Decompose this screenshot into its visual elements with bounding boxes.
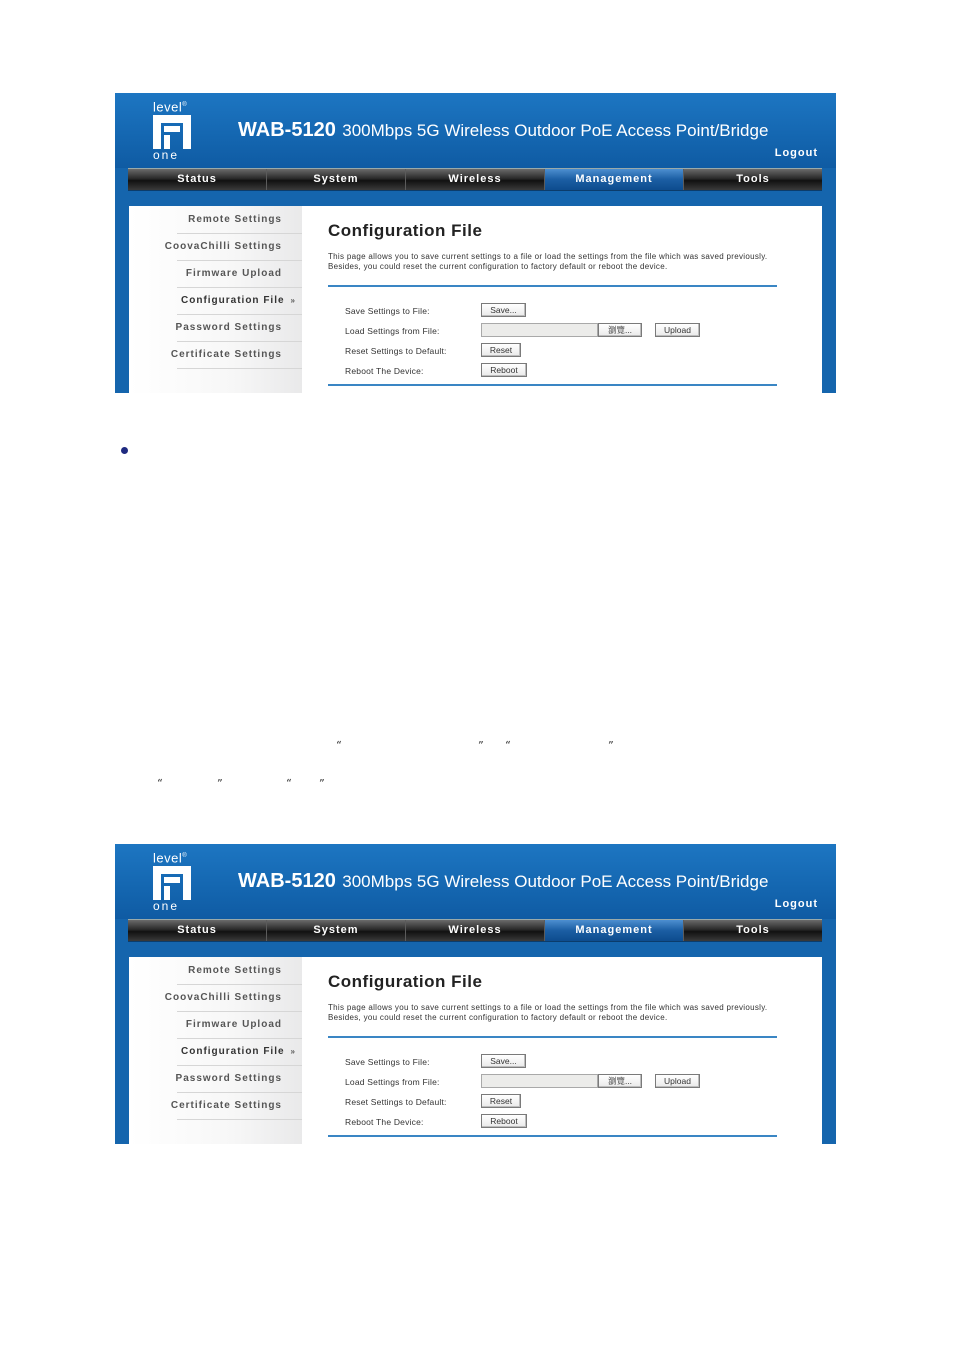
quote-mark: ” — [608, 739, 614, 752]
page-title: Configuration File — [328, 972, 483, 991]
app-header — [115, 93, 836, 168]
app-header — [115, 844, 836, 919]
nav-status[interactable]: Status — [128, 920, 267, 941]
browse-button[interactable]: 瀏覽... — [598, 1074, 642, 1088]
nav-management[interactable]: Management — [545, 169, 684, 190]
reboot-button[interactable]: Reboot — [481, 1114, 527, 1128]
quote-mark: “ — [505, 739, 511, 752]
product-title: WAB-5120 300Mbps 5G Wireless Outdoor PoE Access Point/Bridge — [238, 870, 769, 892]
quote-mark: ” — [217, 777, 223, 790]
reset-button[interactable]: Reset — [481, 1094, 521, 1108]
product-title: WAB-5120 300Mbps 5G Wireless Outdoor PoE Access Point/Bridge — [238, 119, 769, 141]
reboot-device-label: Reboot The Device: — [345, 366, 424, 376]
sidebar-item-remote-settings[interactable]: Remote Settings — [188, 214, 282, 225]
levelone-logo: level® one — [151, 850, 195, 912]
quote-mark: “ — [286, 777, 292, 790]
save-button[interactable]: Save... — [481, 303, 526, 317]
active-arrow-icon: » — [290, 1047, 296, 1056]
page-description: This page allows you to save current settings to a file or load the settings from the file which was saved previously. Besides, you could reset the current configuration to factory default or reboot the device. — [328, 1003, 768, 1022]
nav-status[interactable]: Status — [128, 169, 267, 190]
nav-wireless[interactable]: Wireless — [406, 920, 545, 941]
content-area — [129, 957, 822, 1144]
reset-settings-label: Reset Settings to Default: — [345, 1097, 447, 1107]
nav-system[interactable]: System — [267, 920, 406, 941]
sidebar — [129, 957, 302, 1144]
divider — [328, 1036, 777, 1038]
divider — [328, 285, 777, 287]
levelone-logo: level® one — [151, 99, 195, 161]
nav-management[interactable]: Management — [545, 920, 684, 941]
nav-wireless[interactable]: Wireless — [406, 169, 545, 190]
save-button[interactable]: Save... — [481, 1054, 526, 1068]
divider — [328, 384, 777, 386]
sidebar-item-certificate-settings[interactable]: Certificate Settings — [170, 349, 282, 360]
reset-button[interactable]: Reset — [481, 343, 521, 357]
page-description: This page allows you to save current settings to a file or load the settings from the file which was saved previously. Besides, you could reset the current configuration to factory default or reboot the device. — [328, 252, 768, 271]
content-area — [129, 206, 822, 393]
sidebar-item-password-settings[interactable]: Password Settings — [175, 1073, 282, 1084]
quote-mark: “ — [336, 739, 342, 752]
sidebar-item-certificate-settings[interactable]: Certificate Settings — [170, 1100, 282, 1111]
sidebar-item-firmware-upload[interactable]: Firmware Upload — [185, 1019, 282, 1030]
nav-tools[interactable]: Tools — [736, 924, 770, 936]
upload-button[interactable]: Upload — [655, 1074, 700, 1088]
sidebar-item-password-settings[interactable]: Password Settings — [175, 322, 282, 333]
browse-button[interactable]: 瀏覽... — [598, 323, 642, 337]
file-path-input[interactable] — [481, 323, 598, 337]
main-nav — [128, 919, 822, 942]
quote-mark: ” — [319, 777, 325, 790]
load-settings-label: Load Settings from File: — [345, 1077, 440, 1087]
reboot-button[interactable]: Reboot — [481, 363, 527, 377]
quote-mark: ” — [478, 739, 484, 752]
page-title: Configuration File — [328, 221, 483, 240]
main-nav — [128, 168, 822, 191]
screenshot-bottom — [115, 844, 836, 1144]
save-settings-label: Save Settings to File: — [345, 306, 430, 316]
reboot-device-label: Reboot The Device: — [345, 1117, 424, 1127]
nav-system[interactable]: System — [267, 169, 406, 190]
save-settings-label: Save Settings to File: — [345, 1057, 430, 1067]
screenshot-top — [115, 93, 836, 393]
quote-mark: “ — [157, 777, 163, 790]
sidebar-item-firmware-upload[interactable]: Firmware Upload — [185, 268, 282, 279]
bullet-icon — [121, 447, 128, 454]
sidebar — [129, 206, 302, 393]
logout-link[interactable]: Logout — [774, 898, 818, 910]
sidebar-item-configuration-file[interactable]: Configuration File » — [181, 295, 296, 306]
logout-link[interactable]: Logout — [774, 147, 818, 159]
reset-settings-label: Reset Settings to Default: — [345, 346, 447, 356]
upload-button[interactable]: Upload — [655, 323, 700, 337]
sidebar-item-configuration-file[interactable]: Configuration File » — [181, 1046, 296, 1057]
file-path-input[interactable] — [481, 1074, 598, 1088]
active-arrow-icon: » — [290, 296, 296, 305]
sidebar-item-coovachilli-settings[interactable]: CoovaChilli Settings — [164, 241, 282, 252]
nav-tools[interactable]: Tools — [736, 173, 770, 185]
sidebar-item-remote-settings[interactable]: Remote Settings — [188, 965, 282, 976]
sidebar-item-coovachilli-settings[interactable]: CoovaChilli Settings — [164, 992, 282, 1003]
load-settings-label: Load Settings from File: — [345, 326, 440, 336]
divider — [328, 1135, 777, 1137]
